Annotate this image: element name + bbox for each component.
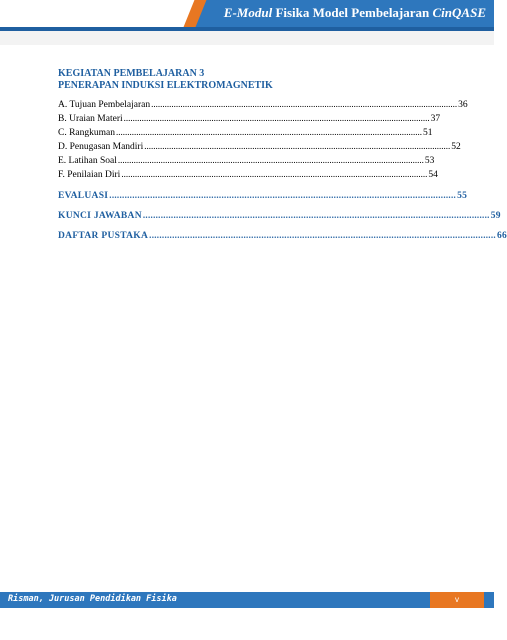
toc-item-label: DAFTAR PUSTAKA: [58, 231, 149, 241]
toc-item-rangkuman[interactable]: [58, 126, 433, 140]
toc-leader-dots: ........................................................................................................................................: [117, 155, 424, 165]
toc-leader-dots: ........................................................................................................................................: [109, 190, 457, 200]
toc-item-page: 53: [424, 156, 435, 166]
header-title: [224, 5, 486, 21]
footer-page-number: v: [430, 592, 484, 608]
toc-leader-dots: ........................................................................................................................................: [144, 141, 451, 151]
footer-bar: [0, 592, 494, 608]
toc-item-label: E. Latihan Soal: [58, 156, 117, 166]
toc-item-kunci-jawaban[interactable]: [58, 209, 501, 223]
header-shadow-strip: [0, 31, 494, 45]
toc-item-penilaian[interactable]: [58, 168, 438, 182]
toc-item-label: C. Rangkuman: [58, 128, 115, 138]
toc-leader-dots: ........................................................................................................................................: [116, 127, 422, 137]
toc-item-page: 59: [490, 211, 501, 221]
toc-item-page: 55: [457, 191, 468, 201]
toc-item-page: 66: [496, 231, 507, 241]
toc-item-label: D. Penugasan Mandiri: [58, 142, 144, 152]
toc-item-daftar-pustaka[interactable]: [58, 229, 507, 243]
toc-item-page: 36: [458, 100, 468, 110]
section-heading-line2: PENERAPAN INDUKSI ELEKTROMAGNETIK: [58, 80, 273, 91]
toc-item-label: EVALUASI: [58, 191, 109, 201]
toc-item-page: 51: [423, 128, 433, 138]
toc-item-tujuan[interactable]: [58, 98, 468, 112]
toc-item-uraian[interactable]: [58, 112, 441, 126]
footer-author: Risman, Jurusan Pendidikan Fisika: [8, 594, 177, 604]
toc-item-page: 54: [428, 170, 438, 180]
header-title-brand: CinQASE: [432, 5, 486, 20]
toc-item-evaluasi[interactable]: [58, 189, 468, 203]
toc-leader-dots: ........................................................................................................................................: [123, 113, 430, 123]
header-rule: [0, 27, 494, 31]
toc-leader-dots: ........................................................................................................................................: [149, 230, 496, 240]
header-title-italic: E-Modul: [223, 5, 273, 20]
toc-item-label: A. Tujuan Pembelajaran: [58, 100, 151, 110]
toc-leader-dots: ........................................................................................................................................: [142, 210, 490, 220]
toc-item-page: 52: [451, 142, 461, 152]
section-heading-line1: KEGIATAN PEMBELAJARAN 3: [58, 68, 205, 79]
toc-leader-dots: ........................................................................................................................................: [151, 99, 458, 109]
toc-item-penugasan[interactable]: [58, 140, 461, 154]
toc-item-page: 37: [430, 114, 441, 124]
toc-item-label: B. Uraian Materi: [58, 114, 123, 124]
toc-leader-dots: ........................................................................................................................................: [121, 169, 428, 179]
toc-item-label: F. Penilaian Diri: [58, 170, 121, 180]
toc-item-label: KUNCI JAWABAN: [58, 211, 142, 221]
header-title-main: Fisika Model Pembelajaran: [275, 5, 430, 20]
table-of-contents: [58, 68, 507, 243]
toc-item-latihan[interactable]: [58, 154, 435, 168]
